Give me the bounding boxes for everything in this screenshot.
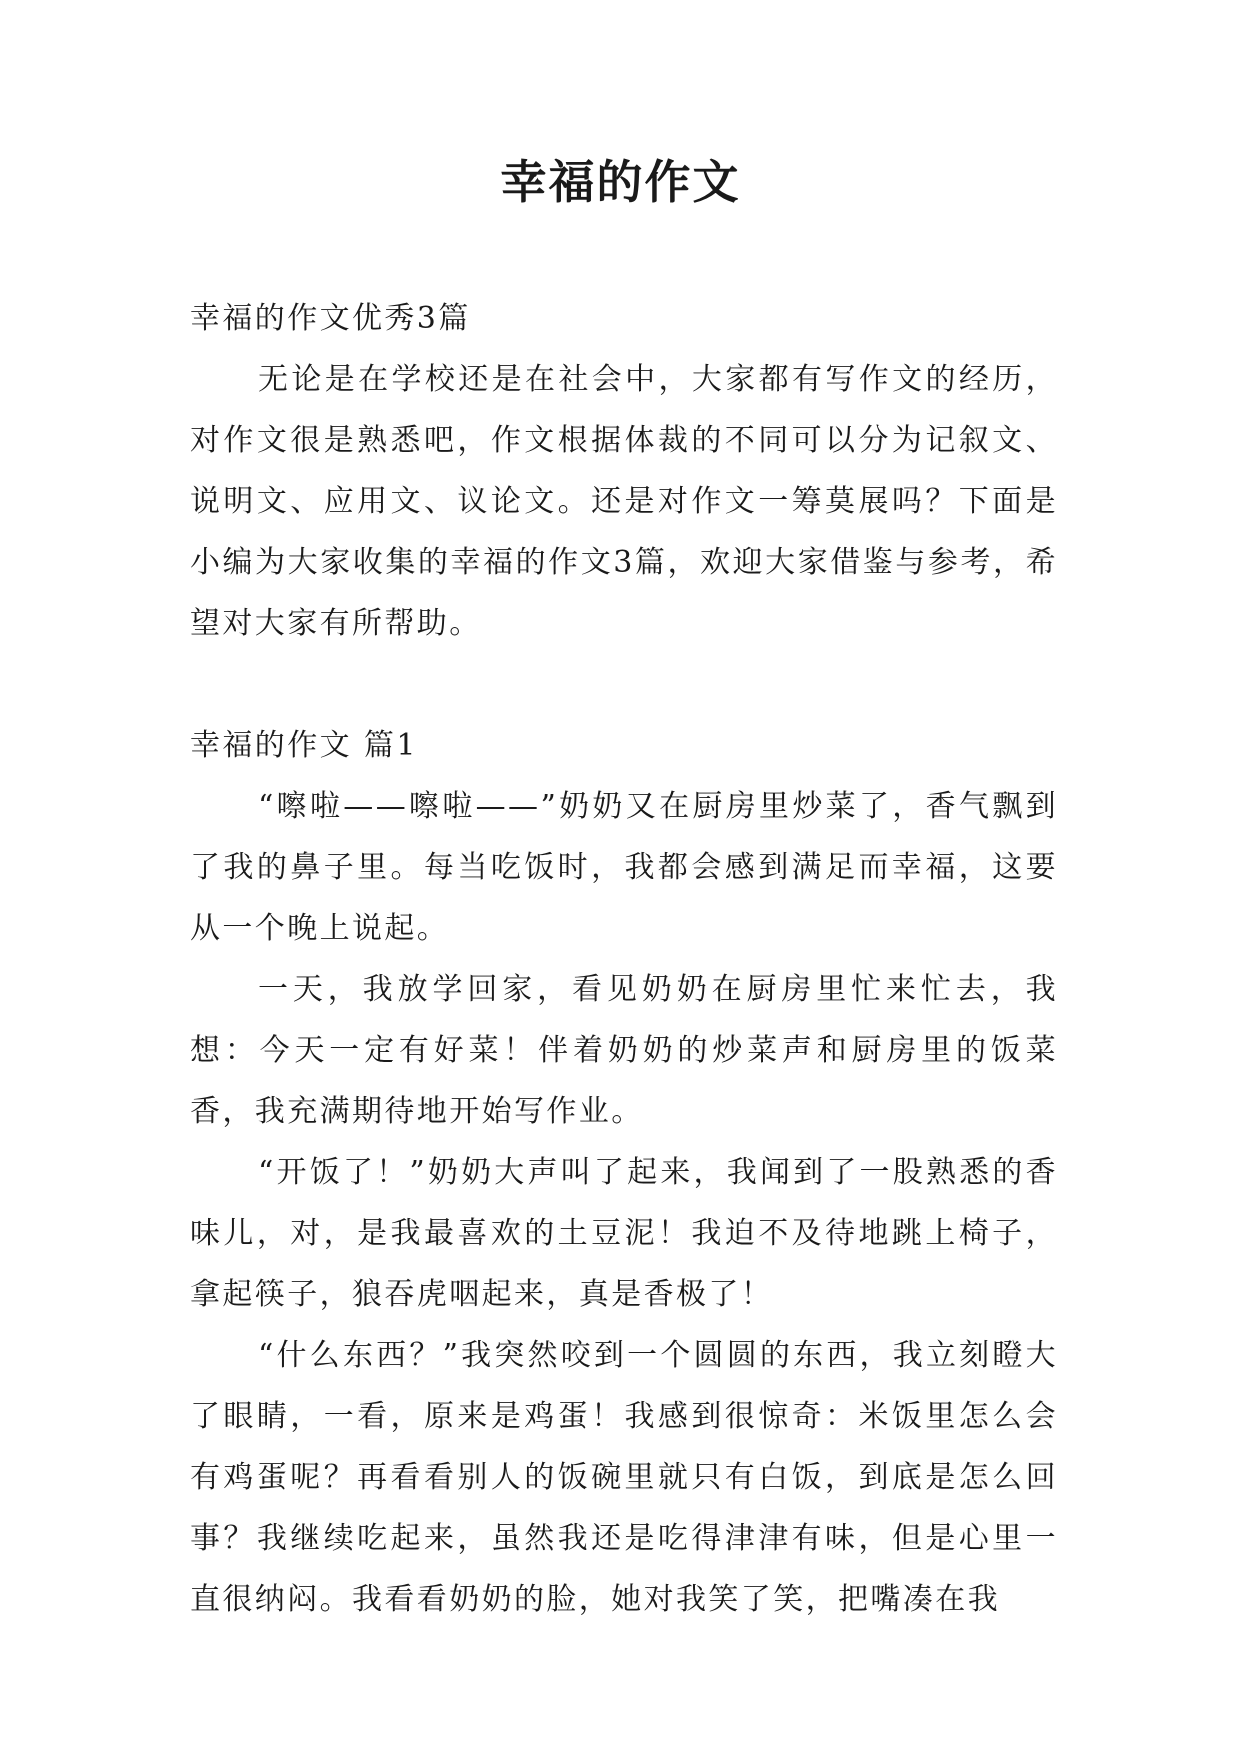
document-body xyxy=(190,288,1058,1630)
section-spacer xyxy=(190,654,1058,715)
paragraph: “开饭了！”奶奶大声叫了起来，我闻到了一股熟悉的香味儿，对，是我最喜欢的土豆泥！我迫不及待地跳上椅子，拿起筷子，狼吞虎咽起来，真是香极了！ xyxy=(190,1155,1058,1312)
document-title: 幸福的作文 xyxy=(500,155,741,209)
intro-paragraph: 无论是在学校还是在社会中，大家都有写作文的经历，对作文很是熟悉吧，作文根据体裁的不同可以分为记叙文、说明文、应用文、议论文。还是对作文一筹莫展吗？下面是小编为大家收集的幸福的作文3篇，欢迎大家借鉴与参考，希望对大家有所帮助。 xyxy=(190,362,1058,641)
paragraph: “嚓啦——嚓啦——”奶奶又在厨房里炒菜了，香气飘到了我的鼻子里。每当吃饭时，我都会感到满足而幸福，这要从一个晚上说起。 xyxy=(190,789,1058,946)
paragraph: 一天，我放学回家，看见奶奶在厨房里忙来忙去，我想：今天一定有好菜！伴着奶奶的炒菜声和厨房里的饭菜香，我充满期待地开始写作业。 xyxy=(190,972,1058,1129)
paragraph: “什么东西？”我突然咬到一个圆圆的东西，我立刻瞪大了眼睛，一看，原来是鸡蛋！我感到很惊奇：米饭里怎么会有鸡蛋呢？再看看别人的饭碗里就只有白饭，到底是怎么回事？我继续吃起来，虽然我还是吃得津津有味，但是心里一直很纳闷。我看看奶奶的脸，她对我笑了笑，把嘴凑在我 xyxy=(190,1338,1058,1617)
intro-heading: 幸福的作文优秀3篇 xyxy=(190,301,471,336)
section-heading: 幸福的作文 篇1 xyxy=(190,728,418,763)
